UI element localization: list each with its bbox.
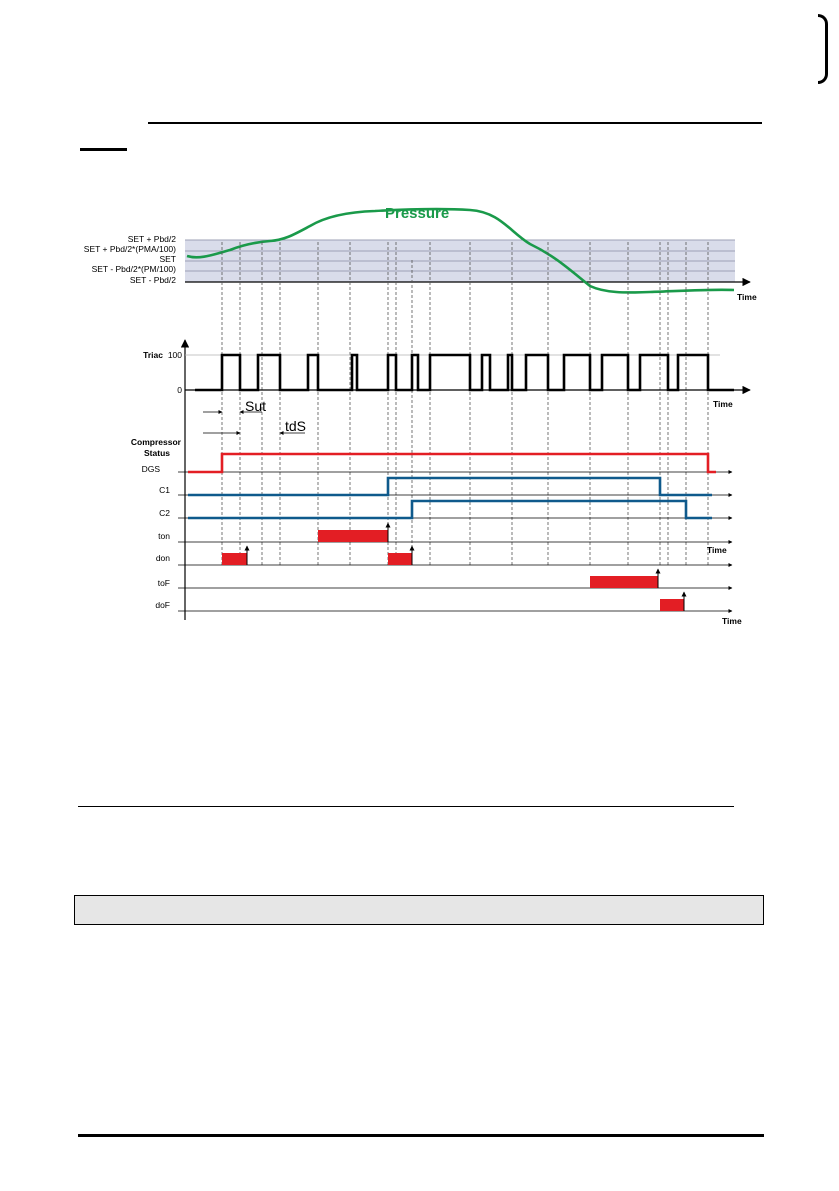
- footer-rule: [78, 1134, 764, 1137]
- triac-time-label: Time: [713, 399, 733, 409]
- compressor-label-line2: Status: [144, 448, 170, 458]
- row-label-c2: C2: [159, 508, 170, 518]
- pressure-time-label: Time: [737, 292, 757, 302]
- tds-label: tdS: [285, 418, 307, 434]
- band-label-set-plus: SET + Pbd/2: [127, 234, 176, 244]
- sut-label: Sut: [245, 398, 267, 414]
- triac-level-0: 0: [177, 385, 182, 395]
- compressor-time-label-1: Time: [707, 545, 727, 555]
- c2-signal: [188, 501, 712, 518]
- table-header-bar: [74, 895, 764, 925]
- dof-timer-block: [660, 599, 684, 611]
- heading-underline: [80, 148, 127, 151]
- c1-signal: [188, 478, 712, 495]
- timing-diagram: [0, 190, 839, 635]
- page-edge-marker: [818, 14, 828, 84]
- section-rule: [148, 122, 762, 124]
- pressure-title: Pressure: [385, 205, 450, 222]
- compressor-label-line1: Compressor: [130, 437, 181, 447]
- band-label-set-plus-pma: SET + Pbd/2*(PMA/100): [83, 244, 176, 254]
- don-timer-block-1: [222, 553, 247, 565]
- dgs-signal: [188, 454, 716, 472]
- band-label-set: SET: [159, 254, 176, 264]
- band-label-set-minus: SET - Pbd/2: [129, 275, 176, 285]
- row-label-dgs: DGS: [141, 464, 160, 474]
- compressor-time-label-2: Time: [722, 616, 742, 626]
- don-timer-block-2: [388, 553, 412, 565]
- row-label-c1: C1: [159, 485, 170, 495]
- ton-timer-block: [318, 530, 388, 542]
- triac-level-100: 100: [167, 350, 182, 360]
- event-guide-lines: [222, 242, 708, 565]
- triac-signal: [195, 355, 734, 390]
- tof-timer-block: [590, 576, 658, 588]
- row-label-don: don: [155, 553, 170, 563]
- section-divider: [78, 806, 734, 807]
- row-label-dof: doF: [155, 600, 170, 610]
- row-label-tof: toF: [157, 578, 170, 588]
- row-label-ton: ton: [158, 531, 170, 541]
- band-label-set-minus-pm: SET - Pbd/2*(PM/100): [91, 264, 176, 274]
- triac-label: Triac: [143, 350, 163, 360]
